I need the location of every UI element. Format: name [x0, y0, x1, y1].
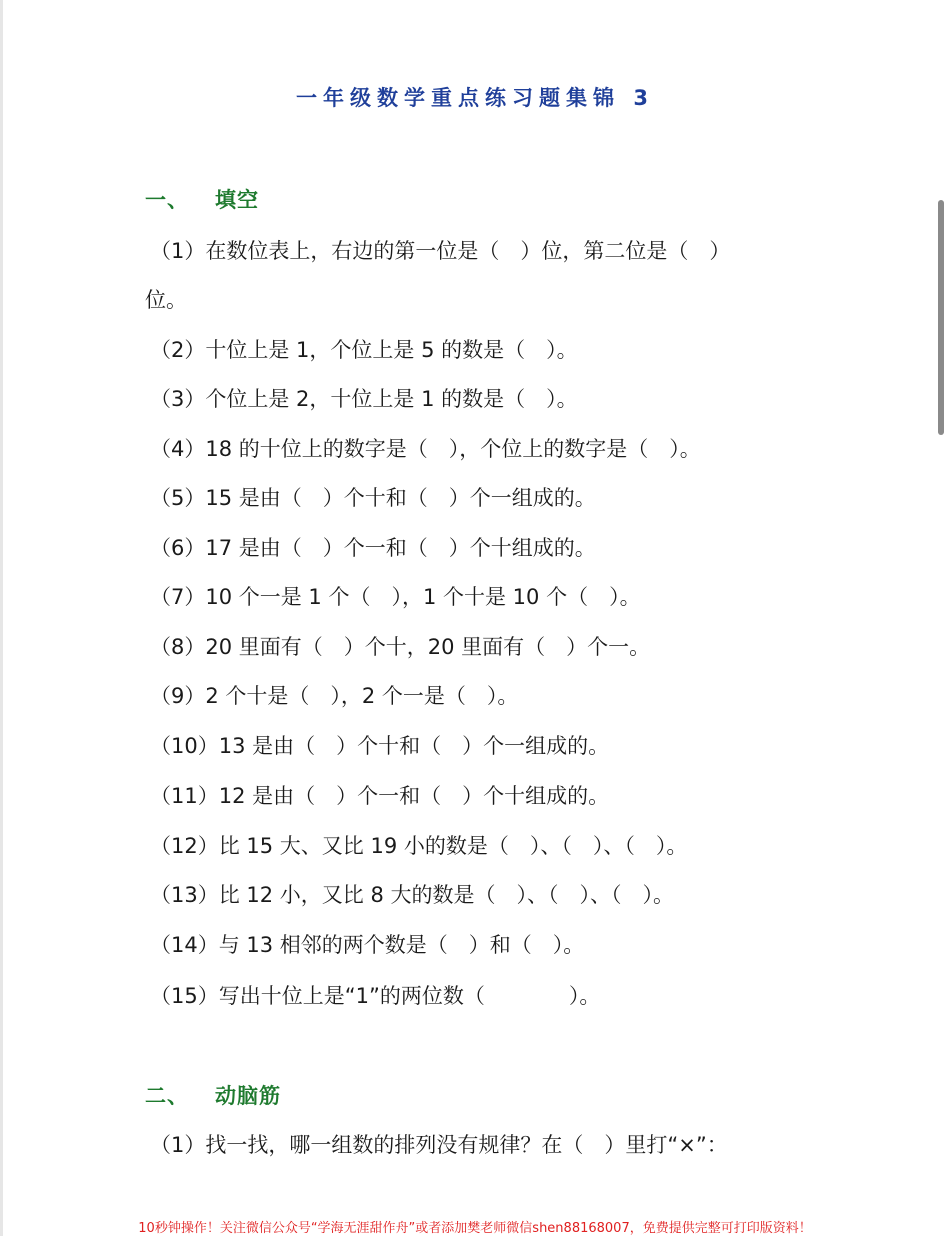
footer-notice: 10秒钟操作！关注微信公众号“学海无涯甜作舟”或者添加樊老师微信shen88168007，免费提供完整可打印版资料！ — [138, 1221, 812, 1236]
section-number: 二、 — [145, 1084, 189, 1108]
question-9: （9）2 个十是（ ），2 个一是（ ）。 — [150, 684, 519, 708]
question-4: （4）18 的十位上的数字是（ ），个位上的数字是（ ）。 — [150, 437, 701, 461]
question-3: （3）个位上是 2，十位上是 1 的数是（ ）。 — [150, 387, 578, 411]
scrollbar-thumb[interactable] — [938, 200, 944, 435]
section-heading-fill-in — [145, 184, 259, 214]
section-title: 动脑筋 — [215, 1084, 281, 1108]
section-number: 一、 — [145, 188, 189, 212]
question-10: （10）13 是由（ ）个十和（ ）个一组成的。 — [150, 734, 610, 758]
question-8: （8）20 里面有（ ）个十，20 里面有（ ）个一。 — [150, 635, 651, 659]
question-12: （12）比 15 大、又比 19 小的数是（ ）、（ ）、（ ）。 — [150, 834, 688, 858]
question-13: （13）比 12 小，又比 8 大的数是（ ）、（ ）、（ ）。 — [150, 883, 675, 907]
question-2-1: （1）找一找，哪一组数的排列没有规律？在（ ）里打“×”： — [150, 1133, 728, 1157]
question-1-continued: 位。 — [145, 288, 187, 312]
section-heading-brain-teaser — [145, 1080, 281, 1110]
question-14: （14）与 13 相邻的两个数是（ ）和（ ）。 — [150, 933, 585, 957]
question-1: （1）在数位表上，右边的第一位是（ ）位，第二位是（ ） — [150, 239, 731, 263]
question-7: （7）10 个一是 1 个（ ），1 个十是 10 个（ ）。 — [150, 585, 641, 609]
question-5: （5）15 是由（ ）个十和（ ）个一组成的。 — [150, 486, 596, 510]
question-2: （2）十位上是 1，个位上是 5 的数是（ ）。 — [150, 338, 578, 362]
question-6: （6）17 是由（ ）个一和（ ）个十组成的。 — [150, 536, 596, 560]
question-15: （15）写出十位上是“1”的两位数（ ）。 — [150, 984, 601, 1008]
question-11: （11）12 是由（ ）个一和（ ）个十组成的。 — [150, 784, 610, 808]
section-title: 填空 — [215, 188, 259, 212]
page-edge — [0, 0, 3, 1236]
page-title: 一年级数学重点练习题集锦 3 — [296, 86, 654, 110]
